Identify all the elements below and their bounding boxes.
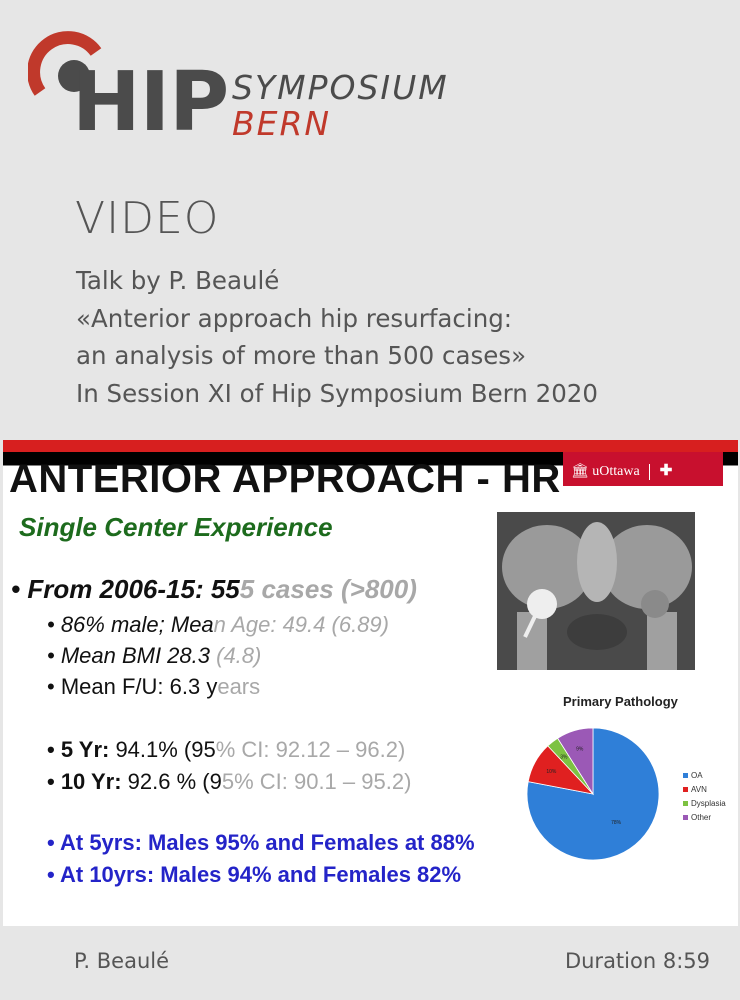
hip-symposium-logo xyxy=(28,30,488,150)
bullet-bmi: • Mean BMI 28.3 (4.8) xyxy=(47,643,262,668)
legend-swatch-avn xyxy=(683,787,688,792)
video-duration: Duration 8:59 xyxy=(564,949,710,973)
pelvis-xray-image xyxy=(497,512,695,670)
bullet-10yr: • 10 Yr: 92.6 % (95% CI: 90.1 – 95.2) xyxy=(47,769,412,794)
legend-swatch-oa xyxy=(683,773,688,778)
university-icon: 🏛 xyxy=(571,464,589,479)
bullet-male-age: • 86% male; Mean Age: 49.4 (6.89) xyxy=(47,612,389,637)
legend-swatch-other xyxy=(683,815,688,820)
uottawa-banner xyxy=(563,452,723,486)
talk-line-1: Talk by P. Beaulé xyxy=(76,266,280,295)
chart-title: Primary Pathology xyxy=(563,694,678,709)
slide-subtitle: Single Center Experience xyxy=(19,512,333,542)
pie-chart-svg xyxy=(523,712,733,884)
legend-label-avn: AVN xyxy=(691,785,707,794)
pie-label-other: 9% xyxy=(576,746,584,753)
bullet-10yr-sex: • At 10yrs: Males 94% and Females 82% xyxy=(47,862,462,887)
talk-line-4: In Session XI of Hip Symposium Bern 2020 xyxy=(76,378,598,408)
hospital-cross-icon: ✚ xyxy=(659,463,673,479)
pie-label-oa: 78% xyxy=(611,819,622,826)
legend-label-dysplasia: Dysplasia xyxy=(691,799,726,808)
primary-pathology-chart xyxy=(523,694,733,884)
bullet-cases: • From 2006-15: 555 cases (>800) xyxy=(11,574,417,604)
bullet-5yr: • 5 Yr: 94.1% (95% CI: 92.12 – 96.2) xyxy=(47,737,406,762)
bullet-followup: • Mean F/U: 6.3 years xyxy=(47,674,261,699)
legend-label-oa: OA xyxy=(691,771,703,780)
logo-hip-text: HIP xyxy=(72,55,229,150)
talk-line-2: «Anterior approach hip resurfacing: xyxy=(76,303,513,333)
bullet-5yr-sex: • At 5yrs: Males 95% and Females at 88% xyxy=(47,830,475,855)
video-label: VIDEO xyxy=(75,193,220,244)
talk-description xyxy=(76,262,598,412)
logo-bern-text: BERN xyxy=(232,104,332,143)
legend-label-other: Other xyxy=(691,813,712,822)
footer-author: P. Beaulé xyxy=(74,949,170,973)
legend-swatch-dysplasia xyxy=(683,801,688,806)
institution-name: uOttawa xyxy=(592,464,640,479)
logo-symposium-text: SYMPOSIUM xyxy=(232,68,449,107)
talk-line-3: an analysis of more than 500 cases» xyxy=(76,341,527,370)
pie-label-dysplasia: 3% xyxy=(560,754,568,761)
video-thumbnail[interactable] xyxy=(3,440,738,926)
pie-label-avn: 10% xyxy=(546,769,557,776)
slide-title: ANTERIOR APPROACH - HR xyxy=(9,457,561,501)
